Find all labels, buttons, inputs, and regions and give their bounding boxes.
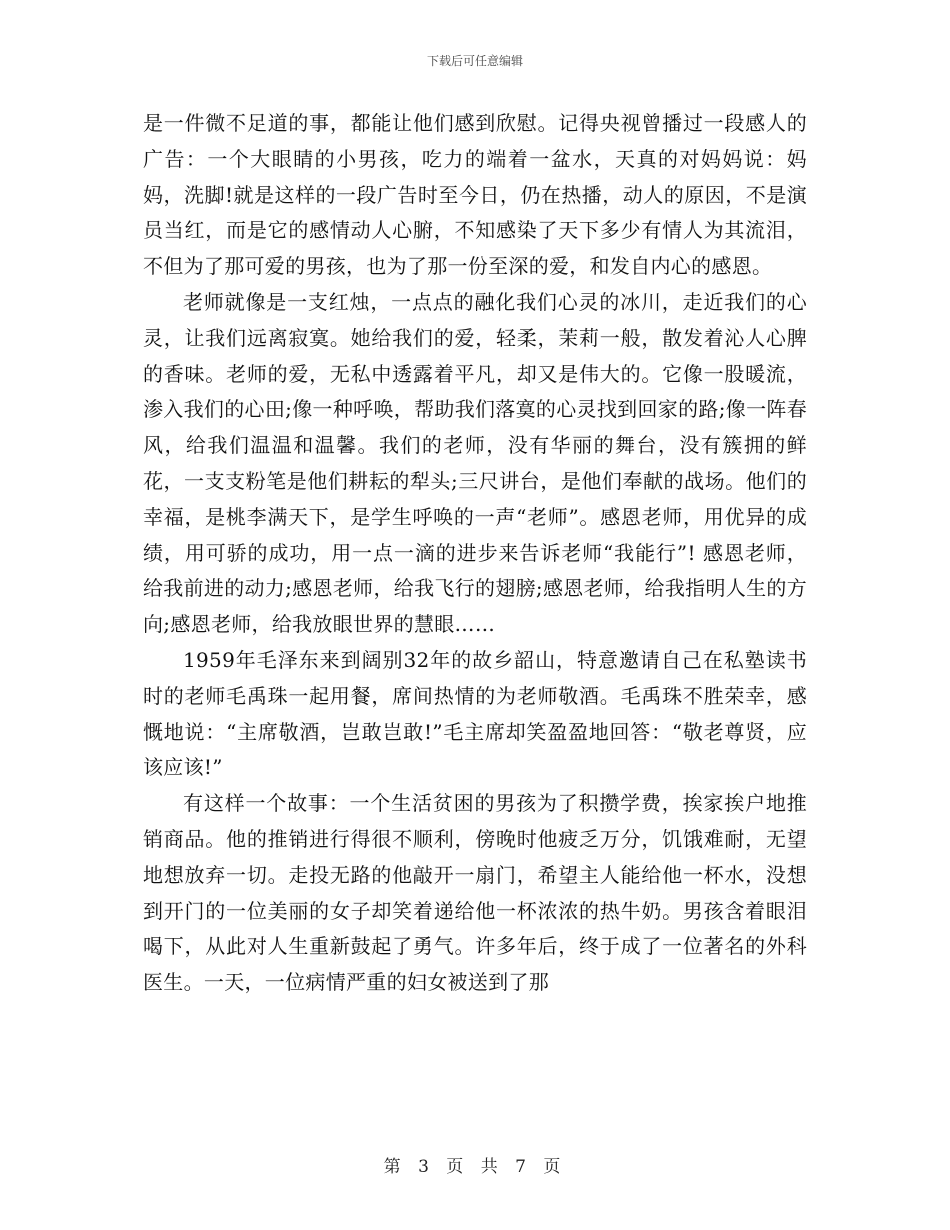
page-footer: 第 3 页 共 7 页 xyxy=(383,1157,567,1177)
paragraph-1: 是一件微不足道的事，都能让他们感到欣慰。记得央视曾播过一段感人的广告：一个大眼睛的小男孩，吃力的端着一盆水，天真的对妈妈说：妈妈，洗脚!就是这样的一段广告时至今日，仍在热播，动人的原因，不是演员当红，而是它的感情动人心腑，不知感染了天下多少有情人为其流泪，不但为了那可爱的男孩，也为了那一份至深的爱，和发自内心的感恩。 xyxy=(143,111,807,279)
paragraph-4: 有这样一个故事：一个生活贫困的男孩为了积攒学费，挨家挨户地推销商品。他的推销进行得很不顺利，傍晚时他疲乏万分，饥饿难耐，无望地想放弃一切。走投无路的他敲开一扇门，希望主人能给他一杯水，没想到开门的一位美丽的女子却笑着递给他一杯浓浓的热牛奶。男孩含着眼泪喝下，从此对人生重新鼓起了勇气。许多年后，终于成了一位著名的外科医生。一天，一位病情严重的妇女被送到了那 xyxy=(143,791,807,995)
paragraph-3: 1959年毛泽东来到阔别32年的故乡韶山，特意邀请自己在私塾读书时的老师毛禹珠一起用餐，席间热情的为老师敬酒。毛禹珠不胜荣幸，感慨地说：“主席敬酒，岂敢岂敢!”毛主席却笑盈盈地回答：“敬老尊贤，应该应该!” xyxy=(143,647,807,780)
page-header: 下载后可任意编辑 xyxy=(426,54,523,68)
paragraph-2: 老师就像是一支红烛，一点点的融化我们心灵的冰川，走近我们的心灵，让我们远离寂寞。她给我们的爱，轻柔，茉莉一般，散发着沁人心脾的香味。老师的爱，无私中透露着平凡，却又是伟大的。它像一股暖流，渗入我们的心田;像一种呼唤，帮助我们落寞的心灵找到回家的路;像一阵春风，给我们温温和温馨。我们的老师，没有华丽的舞台，没有簇拥的鲜花，一支支粉笔是他们耕耘的犁头;三尺讲台，是他们奉献的战场。他们的幸福，是桃李满天下，是学生呼唤的一声“老师”。感恩老师，用优异的成绩，用可骄的成功，用一点一滴的进步来告诉老师“我能行”! 感恩老师，给我前进的动力;感恩老师，给我飞行的翅膀;感恩老师，给我指明人生的方向;感恩老师，给我放眼世界的慧眼…… xyxy=(143,289,807,637)
document-body xyxy=(143,106,807,1001)
